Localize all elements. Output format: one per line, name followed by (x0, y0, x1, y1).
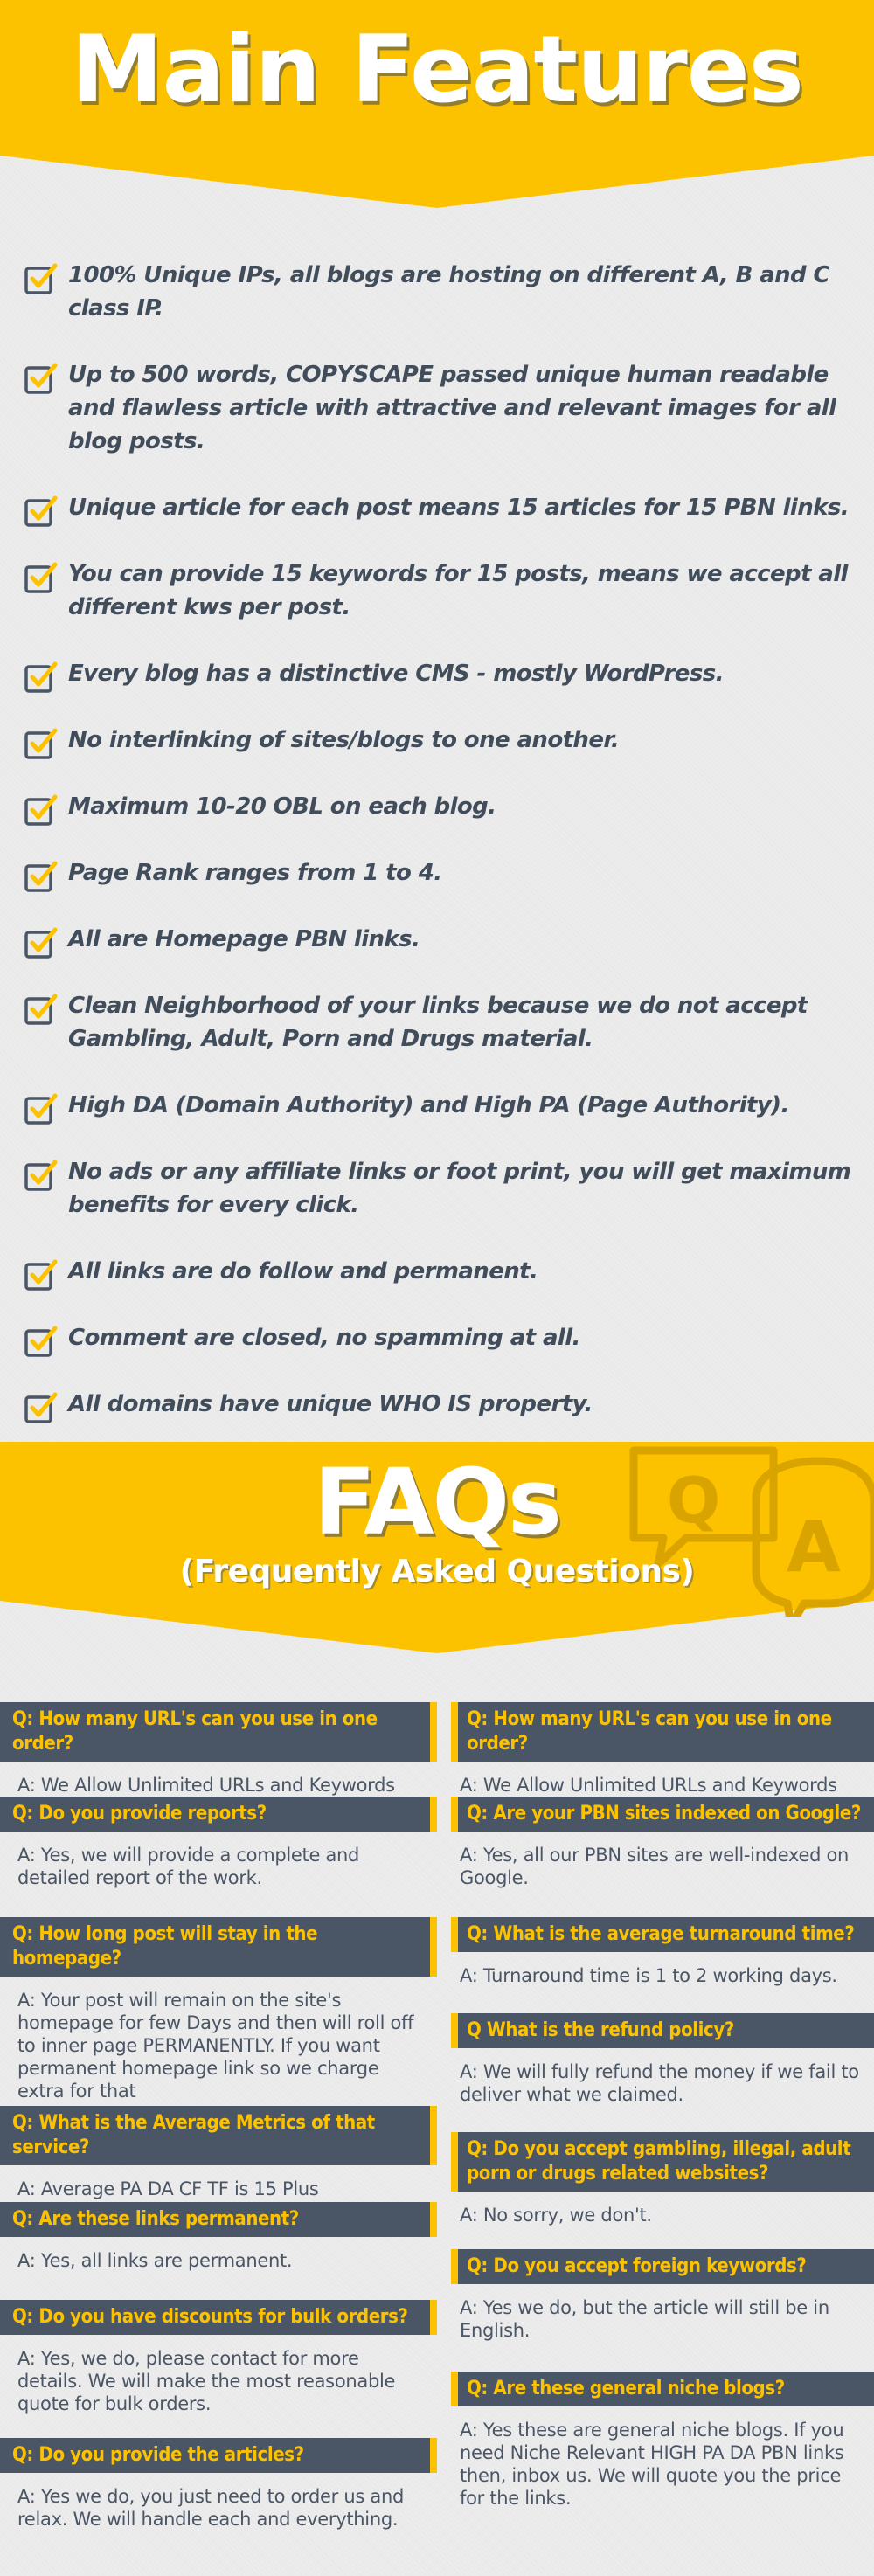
checkbox-check-icon (24, 562, 58, 595)
faq-item (451, 2372, 874, 2520)
faq-answer: A: We Allow Unlimited URLs and Keywords (17, 1775, 395, 1796)
faq-column-right (451, 1702, 874, 2520)
feature-item (24, 1089, 864, 1122)
faq-answer: A: Your post will remain on the site's homepage for few Days and then will roll off to inner page PERMANENTLY. If you want permanent homepage link so we charge extra for that (17, 1990, 414, 2102)
faq-item (451, 2013, 874, 2132)
faq-question: Q: Are these general niche blogs? (451, 2372, 874, 2406)
feature-item (24, 557, 864, 624)
faq-question: Q: Do you provide reports? (0, 1797, 437, 1832)
faq-answer: A: No sorry, we don't. (460, 2205, 652, 2226)
feature-text: Maximum 10-20 OBL on each blog. (68, 793, 496, 820)
feature-item (24, 724, 864, 757)
faq-question: Q What is the refund policy? (451, 2013, 874, 2048)
feature-item (24, 491, 864, 524)
features-list (24, 259, 864, 1421)
faq-answer: A: Yes we do, but the article will still be in English. (460, 2297, 829, 2341)
feature-item (24, 259, 864, 325)
main-features-title: Main Features (71, 16, 803, 123)
checkbox-check-icon (24, 363, 58, 396)
checkbox-check-icon (24, 728, 58, 761)
faq-question: Q: Do you have discounts for bulk orders? (0, 2300, 437, 2335)
feature-item (24, 790, 864, 823)
feature-item (24, 1388, 864, 1421)
faq-item (451, 1702, 874, 1797)
feature-text: 100% Unique IPs, all blogs are hosting on different A, B and C class IP. (68, 262, 829, 322)
checkbox-check-icon (24, 1259, 58, 1292)
faq-question: Q: How long post will stay in the homepage? (0, 1917, 437, 1977)
faq-item (0, 2106, 437, 2202)
faq-question: Q: Are these links permanent? (0, 2202, 437, 2237)
faq-question: Q: What is the Average Metrics of that service? (0, 2106, 437, 2165)
faq-item (0, 1702, 437, 1797)
faq-answer: A: Average PA DA CF TF is 15 Plus (17, 2178, 319, 2199)
faq-column-left (0, 1702, 437, 2534)
faq-item (0, 1917, 437, 2106)
checkbox-check-icon (24, 495, 58, 529)
feature-text: Clean Neighborhood of your links because we do not accept Gambling, Adult, Porn and Drugs material. (68, 993, 808, 1052)
faq-answer: A: Yes, all links are permanent. (17, 2250, 293, 2271)
faq-item (451, 1917, 874, 2013)
faq-item (451, 2132, 874, 2249)
faq-answer: A: Yes we do, you just need to order us and relax. We will handle each and everything. (17, 2486, 404, 2530)
feature-text: All domains have unique WHO IS property. (68, 1391, 593, 1417)
feature-text: All links are do follow and permanent. (68, 1258, 538, 1285)
faq-item (451, 1797, 874, 1917)
faq-item (0, 2300, 437, 2438)
checkbox-check-icon (24, 1326, 58, 1359)
feature-item (24, 1255, 864, 1288)
feature-text: Comment are closed, no spamming at all. (68, 1325, 580, 1351)
faq-question: Q: What is the average turnaround time? (451, 1917, 874, 1952)
feature-item (24, 657, 864, 690)
faq-answer: A: Yes, we do, please contact for more details. We will make the most reasonable quote for bulk orders. (17, 2348, 396, 2414)
faq-question: Q: Do you provide the articles? (0, 2438, 437, 2473)
faq-question: Q: Do you accept foreign keywords? (451, 2249, 874, 2284)
faq-answer: A: Turnaround time is 1 to 2 working days. (460, 1965, 837, 1986)
checkbox-check-icon (24, 994, 58, 1027)
faq-subtitle: (Frequently Asked Questions) (179, 1554, 695, 1589)
faq-item (451, 2249, 874, 2372)
faq-item (0, 2202, 437, 2300)
feature-item (24, 989, 864, 1056)
faq-question: Q: How many URL's can you use in one order? (0, 1702, 437, 1762)
faq-question: Q: How many URL's can you use in one order? (451, 1702, 874, 1762)
checkbox-check-icon (24, 861, 58, 894)
feature-item (24, 358, 864, 458)
feature-text: All are Homepage PBN links. (68, 926, 420, 952)
faq-item (0, 2438, 437, 2534)
qa-letter-a: A (787, 1506, 841, 1588)
faq-answer: A: We Allow Unlimited URLs and Keywords (460, 1775, 837, 1796)
feature-text: Up to 500 words, COPYSCAPE passed unique human readable and flawless article with attractive and relevant images for all blog posts. (68, 362, 836, 454)
checkbox-check-icon (24, 1160, 58, 1193)
faq-title: FAQs (314, 1449, 560, 1555)
checkbox-check-icon (24, 661, 58, 695)
faq-question: Q: Do you accept gambling, illegal, adult porn or drugs related websites? (451, 2132, 874, 2192)
checkbox-check-icon (24, 263, 58, 296)
checkbox-check-icon (24, 1392, 58, 1425)
feature-text: No ads or any affiliate links or foot print, you will get maximum benefits for every click. (68, 1159, 851, 1218)
feature-text: No interlinking of sites/blogs to one another. (68, 727, 620, 753)
checkbox-check-icon (24, 1093, 58, 1126)
feature-text: Unique article for each post means 15 articles for 15 PBN links. (68, 495, 849, 521)
faq-question: Q: Are your PBN sites indexed on Google? (451, 1797, 874, 1832)
faq-answer: A: Yes, all our PBN sites are well-indexed on Google. (460, 1845, 850, 1888)
feature-text: Every blog has a distinctive CMS - mostly WordPress. (68, 661, 724, 687)
faq-answer: A: Yes these are general niche blogs. If you need Niche Relevant HIGH PA DA PBN links then, inbox us. We will quote you the price for the links. (460, 2420, 844, 2509)
feature-text: You can provide 15 keywords for 15 posts, means we accept all different kws per post. (68, 561, 848, 620)
faq-answer: A: We will fully refund the money if we fail to deliver what we claimed. (460, 2061, 859, 2105)
feature-item (24, 1321, 864, 1354)
feature-text: Page Rank ranges from 1 to 4. (68, 860, 442, 886)
faq-answer: A: Yes, we will provide a complete and detailed report of the work. (17, 1845, 360, 1888)
checkbox-check-icon (24, 794, 58, 828)
feature-item (24, 1155, 864, 1222)
faq-item (0, 1797, 437, 1917)
feature-item (24, 856, 864, 890)
feature-text: High DA (Domain Authority) and High PA (Page Authority). (68, 1092, 789, 1118)
feature-item (24, 923, 864, 956)
checkbox-check-icon (24, 927, 58, 960)
qa-letter-q: Q (667, 1464, 721, 1537)
